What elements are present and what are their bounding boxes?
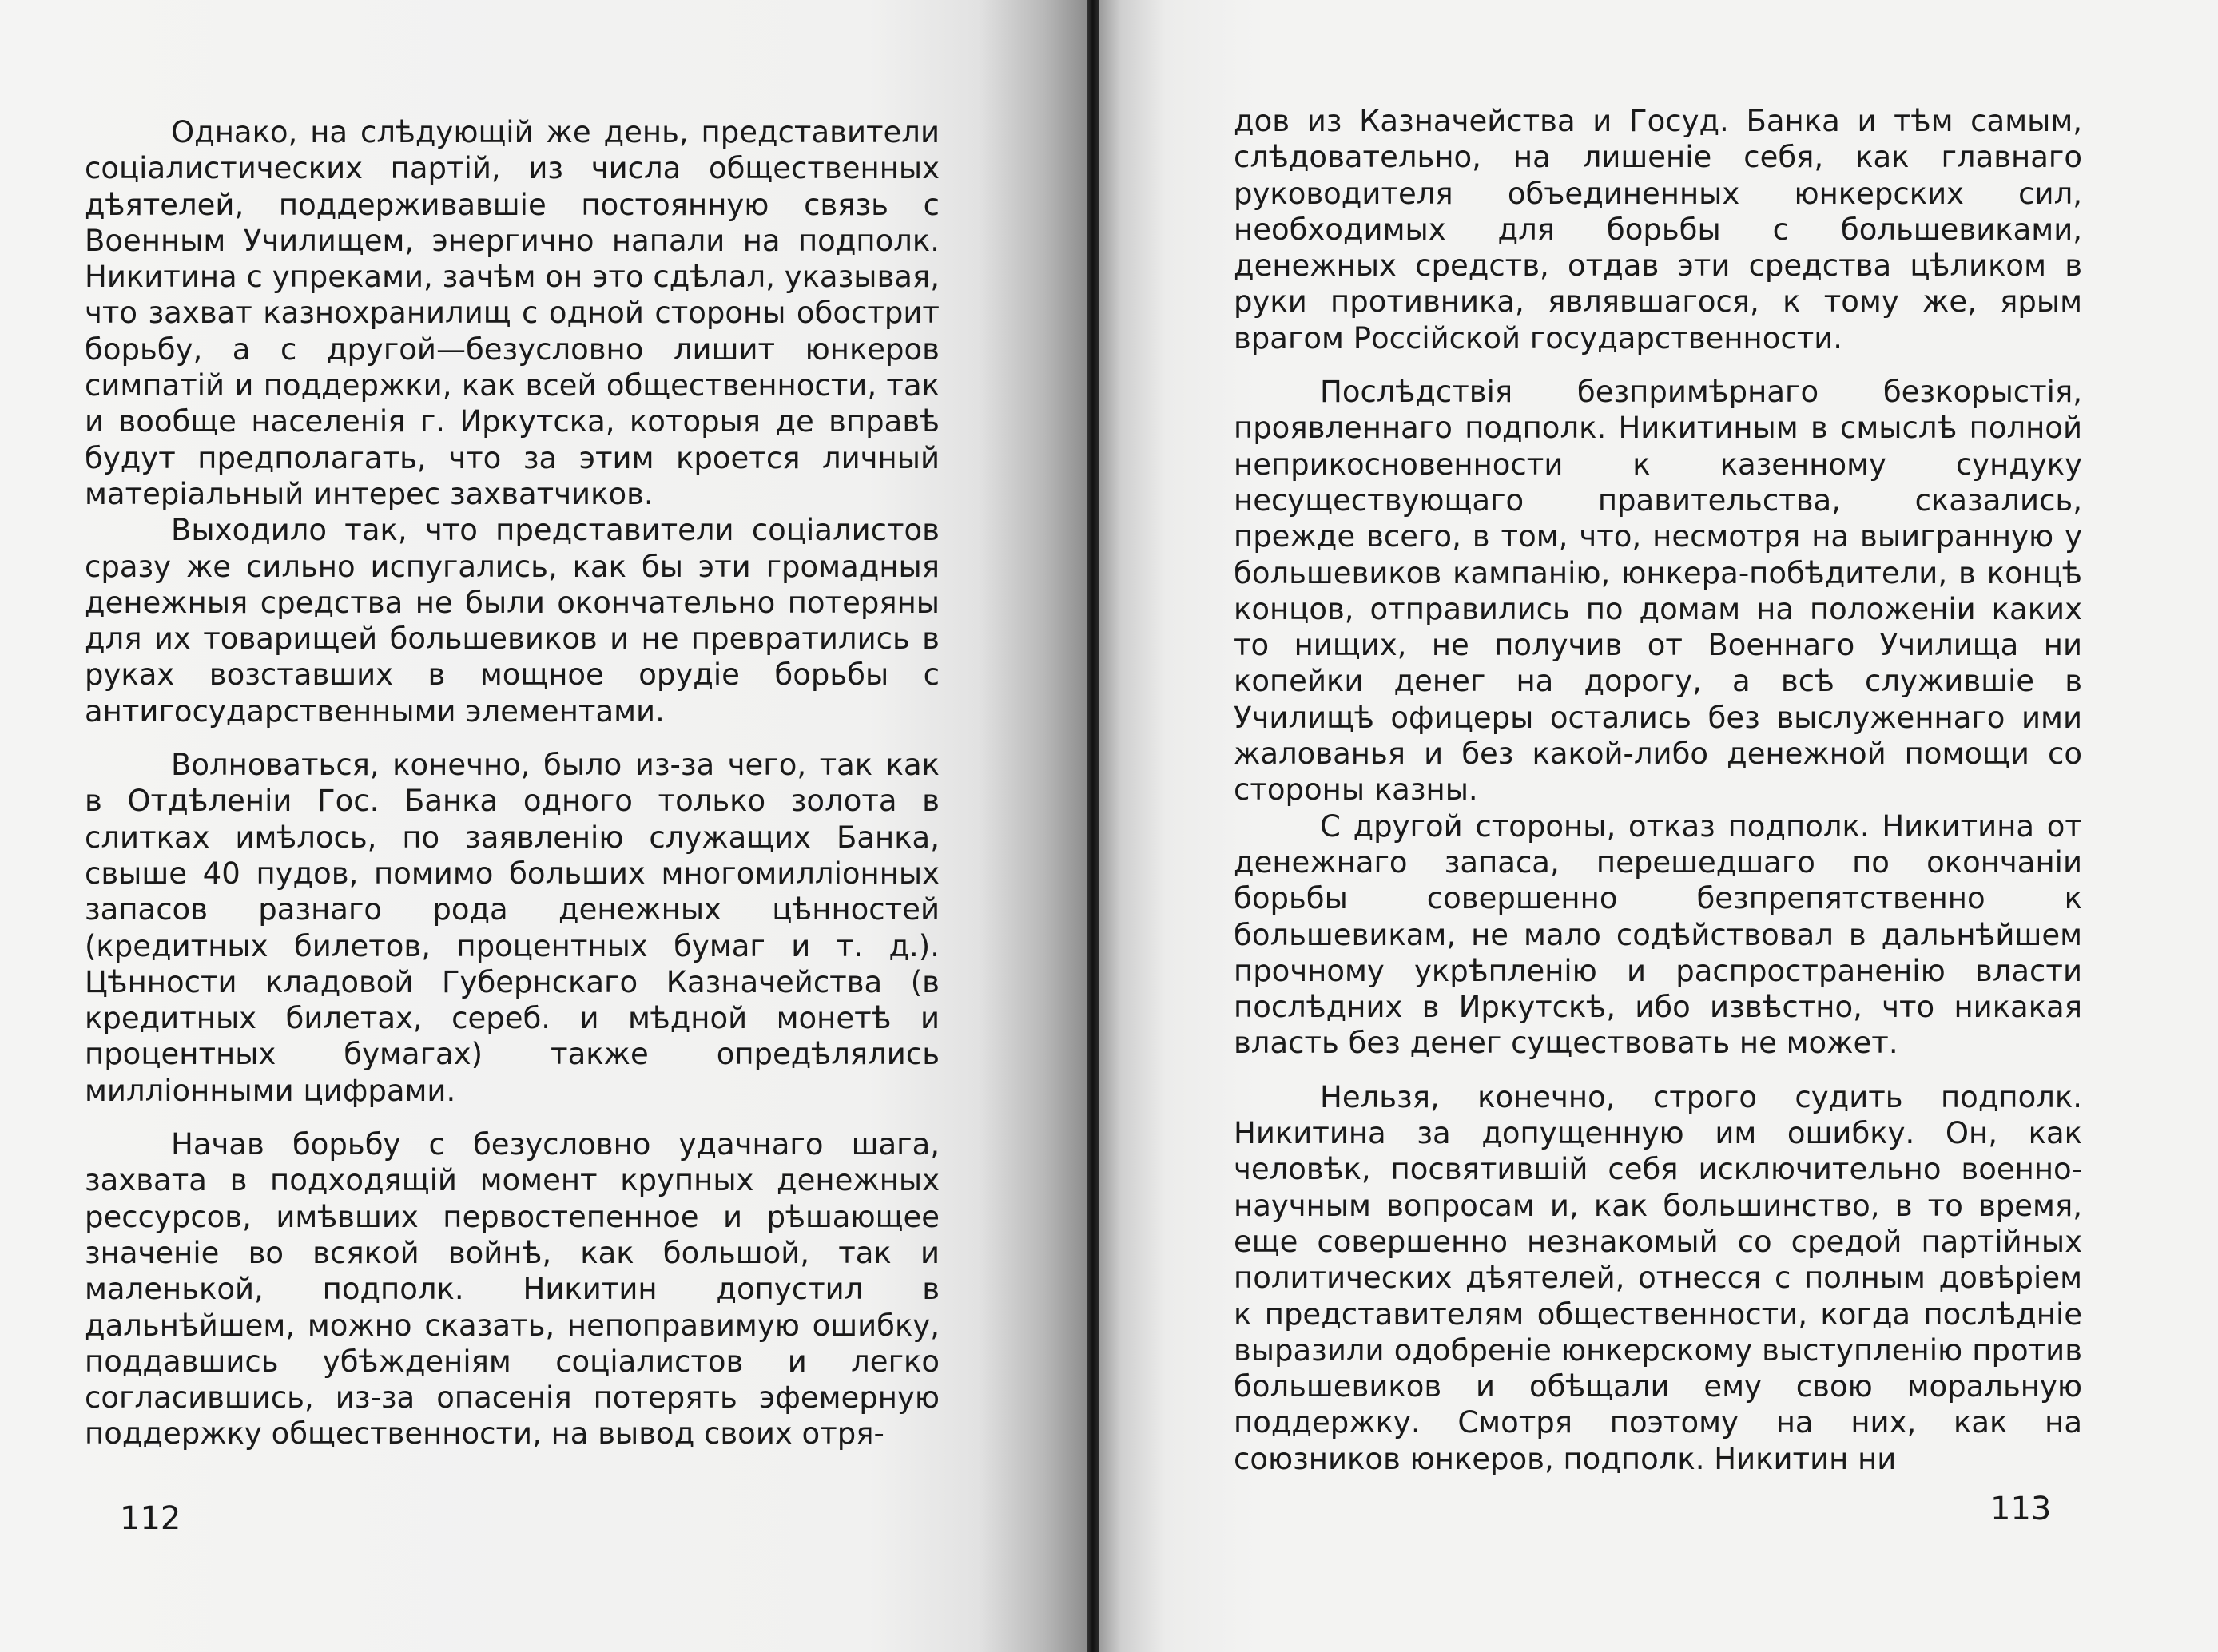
left-paragraph-2: Выходило так, что представители соціалистов сразу же сильно испугались, как бы эти громадныя денежныя средства не были окончательно потеряны для их товарищей большевиков и не превратились в руках возставших в мощное орудіе борьбы с антигосударственными элементами. — [85, 513, 940, 729]
page-number-left: 112 — [120, 1500, 181, 1537]
page-number-right: 113 — [1990, 1491, 2052, 1527]
right-page-text — [1234, 103, 2082, 1477]
book-gutter — [1087, 0, 1099, 1652]
right-paragraph-2: Послѣдствія безпримѣрнаго безкорыстія, проявленнаго подполк. Никитиным в смыслѣ полной неприкосновенности к казенному сундуку несуществующаго правительства, сказались, прежде всего, в том, что, несмотря на выигранную у большевиков кампанію, юнкера-побѣдители, в концѣ концов, отправились по домам на положеніи каких то нищих, не получив от Военнаго Училища ни копейки денег на дорогу, а всѣ служившіе в Училищѣ офицеры остались без выслуженнаго ими жалованья и без какой-либо денежной помощи со стороны казны. — [1234, 375, 2082, 808]
left-paragraph-3: Волноваться, конечно, было из-за чего, так как в Отдѣленіи Гос. Банка одного только золота в слитках имѣлось, по заявленію служащих Банка, свыше 40 пудов, помимо больших многомилліонных запасов разнаго рода денежных цѣнностей (кредитных билетов, процентных бумаг и т. д.). Цѣнности кладовой Губернскаго Казначейства (в кредитных билетах, сереб. и мѣдной монетѣ и процентных бумагах) также опредѣлялись милліонными цифрами. — [85, 748, 940, 1108]
right-paragraph-4: Нельзя, конечно, строго судить подполк. Никитина за допущенную им ошибку. Он, как человѣк, посвятившій себя исключительно военно-научным вопросам и, как большинство, в то время, еще совершенно незнакомый со средой партійных политических дѣятелей, отнесся с полным довѣріем к представителям общественности, когда послѣдніе выразили одобреніе юнкерскому выступленію против большевиков и обѣщали ему свою моральную поддержку. Смотря поэтому на них, как на союзников юнкеров, подполк. Никитин ни — [1234, 1079, 2082, 1476]
left-page — [0, 0, 1087, 1652]
right-page — [1099, 0, 2218, 1652]
right-paragraph-3: С другой стороны, отказ подполк. Никитина от денежнаго запаса, перешедшаго по окончаніи борьбы совершенно безпрепятственно к большевикам, не мало содѣйствовал в дальнѣйшем прочному укрѣпленію и распространенію власти послѣдних в Иркутскѣ, ибо извѣстно, что никакая власть без денег существовать не может. — [1234, 808, 2082, 1061]
left-paragraph-1: Однако, на слѣдующій же день, представители соціалистических партій, из числа общественных дѣятелей, поддерживавшіе постоянную связь с Военным Училищем, энергично напали на подполк. Никитина с упреками, зачѣм он это сдѣлал, указывая, что захват казнохранилищ с одной стороны обострит борьбу, а с другой—безусловно лишит юнкеров симпатій и поддержки, как всей общественности, так и вообще населенія г. Иркутска, которыя де вправѣ будут предполагать, что за этим кроется личный матеріальный интерес захватчиков. — [85, 115, 940, 511]
right-paragraph-1: дов из Казначейства и Госуд. Банка и тѣм самым, слѣдовательно, на лишеніе себя, как главнаго руководителя объединенных юнкерских сил, необходимых для борьбы с большевиками, денежных средств, отдав эти средства цѣликом в руки противника, являвшагося, к тому же, ярым врагом Россійской государственности. — [1234, 104, 2082, 355]
left-paragraph-4: Начав борьбу с безусловно удачнаго шага, захвата в подходящій момент крупных денежных рессурсов, имѣвших первостепенное и рѣшающее значеніе во всякой войнѣ, как большой, так и маленькой, подполк. Никитин допустил в дальнѣйшем, можно сказать, непоправимую ошибку, поддавшись убѣжденіям соціалистов и легко согласившись, из-за опасенія потерять эфемерную поддержку общественности, на вывод своих отря- — [85, 1127, 940, 1451]
left-page-text — [85, 114, 940, 1452]
